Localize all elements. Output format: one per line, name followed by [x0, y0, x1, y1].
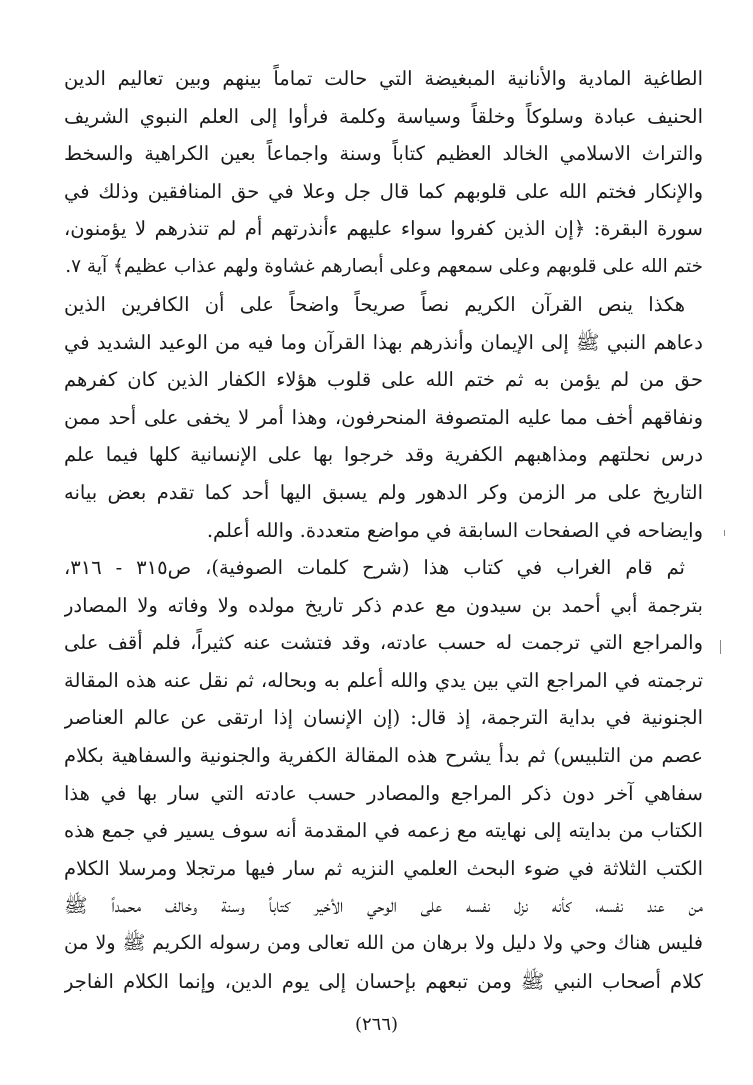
- text-line: وايضاحه في الصفحات السابقة في مواضع متعددة. والله أعلم.: [206, 518, 703, 542]
- margin-tick: [720, 640, 721, 654]
- text-line: الحنيف عبادة وسلوكاً وخلقاً وسياسة وكلمة فرأوا إلى العلم النبوي الشريف: [64, 104, 703, 128]
- text-line: الجنونية في بداية الترجمة، إذ قال: (إن الإنسان إذا ارتقى عن عالم العناصر: [64, 706, 703, 730]
- text-line: الكتاب من بدايته إلى نهايته مع زعمه في المقدمة أنه سوف يسير في جمع هذه: [64, 819, 703, 843]
- text-line: ختم الله على قلوبهم وعلى سمعهم وعلى أبصارهم غشاوة ولهم عذاب عظيم﴾ آية ٧.: [65, 255, 703, 277]
- paragraph-2: [64, 286, 703, 549]
- text-line: كلام أصحاب النبي ﷺ ومن تبعهم بإحسان إلى يوم الدين، وإنما الكلام الفاجر: [64, 969, 703, 993]
- text-line: سفاهي آخر دون ذكر المراجع والمصادر حسب عادته التي سار بها في هذا: [64, 781, 703, 805]
- margin-tick: [724, 530, 725, 536]
- text-line: دعاهم النبي ﷺ إلى الإيمان وأنذرهم بهذا القرآن وما فيه من الوعيد الشديد في: [64, 330, 703, 354]
- text-line: عصم من التلبيس) ثم بدأ يشرح هذه المقالة الكفرية والجنونية والسفاهية بكلام: [64, 743, 703, 767]
- paragraph-3: [64, 549, 703, 1000]
- text-line: ثم قام الغراب في كتاب هذا (شرح كلمات الصوفية)، ص٣١٥ - ٣١٦،: [64, 556, 685, 579]
- text-line: هكذا ينص القرآن الكريم نصاً صريحاً واضحاً على أن الكافرين الذين: [64, 293, 685, 316]
- text-line: فليس هناك وحي ولا دليل ولا برهان من الله تعالى ومن رسوله الكريم ﷺ ولا من: [64, 931, 703, 954]
- text-line: درس نحلتهم ومذاهبهم الكفرية وقد خرجوا بها على الإنسانية كلها فيما علم: [64, 443, 703, 467]
- paragraph-1: [64, 60, 703, 286]
- text-line: من عند نفسه، كأنه نزل نفسه على الوحي الأخير كتاباً وسنة وخالف محمداً ﷺ: [64, 894, 703, 918]
- text-line: ترجمته في المراجع التي بين يدي والله أعلم به وبحاله، ثم نقل عنه هذه المقالة: [64, 668, 703, 692]
- text-line: والإنكار فختم الله على قلوبهم كما قال جل وعلا في حق المنافقين وذلك في: [64, 179, 703, 203]
- text-line: ونفاقهم أخف مما عليه المتصوفة المنحرفون، وهذا أمر لا يخفى على أحد ممن: [64, 405, 703, 429]
- text-line: والتراث الاسلامي الخالد العظيم كتاباً وسنة واجماعاً بعين الكراهية والسخط: [64, 142, 703, 166]
- text-line: بترجمة أبي أحمد بن سيدون مع عدم ذكر تاريخ مولده ولا وفاته ولا المصادر: [64, 593, 703, 617]
- page-number: (٢٦٦): [354, 1014, 399, 1035]
- text-line: التاريخ على مر الزمن وكر الدهور ولم يسبق اليها أحد كما تقدم بعض بيانه: [64, 480, 703, 504]
- text-line: الكتب الثلاثة في ضوء البحث العلمي النزيه ثم سار فيها مرتجلا ومرسلا الكلام: [64, 856, 703, 880]
- text-line: سورة البقرة: ﴿إن الذين كفروا سواء عليهم ءأنذرتهم أم لم تنذرهم لا يؤمنون،: [64, 217, 703, 241]
- text-line: الطاغية المادية والأنانية المبغيضة التي حالت تماماً بينهم وبين تعاليم الدين: [64, 67, 703, 90]
- text-line: والمراجع التي ترجمت له حسب عادته، وقد فتشت عنه كثيراً، فلم أقف على: [64, 631, 703, 655]
- text-line: حق من لم يؤمن به ثم ختم الله على قلوب هؤلاء الكفار الذين كان كفرهم: [64, 368, 703, 392]
